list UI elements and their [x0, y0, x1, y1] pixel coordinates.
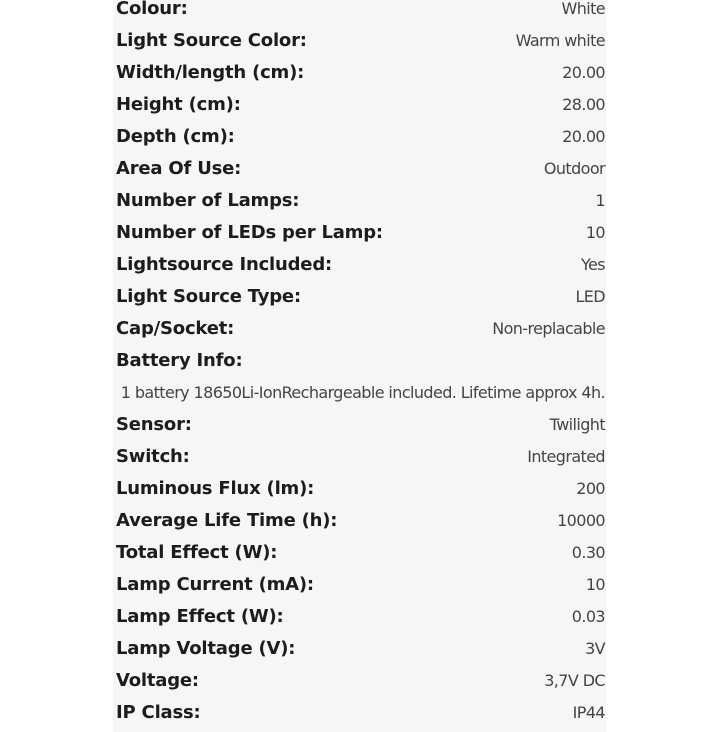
- spec-value: 1: [595, 190, 605, 210]
- spec-row-lightsource-included: [116, 248, 605, 280]
- spec-label: Luminous Flux (lm):: [116, 477, 315, 499]
- spec-label: Total Effect (W):: [116, 541, 278, 563]
- spec-row-cap-socket: [116, 312, 605, 344]
- spec-value: 3V: [585, 638, 605, 658]
- spec-row-depth: [116, 120, 605, 152]
- spec-value: 20.00: [562, 126, 605, 146]
- spec-value: 10: [585, 222, 605, 242]
- spec-label: Area Of Use:: [116, 157, 242, 179]
- spec-label: Lamp Voltage (V):: [116, 637, 296, 659]
- spec-row-ip-class: [116, 696, 605, 728]
- spec-label: Switch:: [116, 445, 190, 467]
- spec-label: Colour:: [116, 0, 188, 19]
- spec-row-lamp-effect: [116, 600, 605, 632]
- spec-label: Sensor:: [116, 413, 192, 435]
- spec-list: [116, 0, 605, 728]
- spec-row-light-source-color: [116, 24, 605, 56]
- spec-label: Height (cm):: [116, 93, 241, 115]
- spec-label: Battery Info:: [116, 349, 243, 371]
- spec-value: Warm white: [515, 30, 605, 50]
- spec-row-area-of-use: [116, 152, 605, 184]
- spec-value: 200: [576, 478, 605, 498]
- spec-row-colour: [116, 0, 605, 24]
- spec-row-luminous-flux: [116, 472, 605, 504]
- spec-row-lamp-current: [116, 568, 605, 600]
- spec-row-battery-info: [116, 344, 605, 376]
- spec-label: Light Source Color:: [116, 29, 307, 51]
- spec-value: White: [561, 0, 605, 18]
- spec-row-average-life-time: [116, 504, 605, 536]
- spec-label: Lightsource Included:: [116, 253, 333, 275]
- spec-value: Yes: [580, 254, 605, 274]
- spec-row-number-of-lamps: [116, 184, 605, 216]
- spec-label: Average Life Time (h):: [116, 509, 338, 531]
- spec-value: IP44: [572, 702, 605, 722]
- spec-row-battery-info-detail: [116, 376, 605, 408]
- spec-value: Non-replacable: [492, 318, 605, 338]
- spec-row-switch: [116, 440, 605, 472]
- spec-value: 10000: [557, 510, 605, 530]
- spec-label: Number of LEDs per Lamp:: [116, 221, 383, 243]
- spec-value: 0.03: [571, 606, 605, 626]
- spec-row-sensor: [116, 408, 605, 440]
- spec-value: 20.00: [562, 62, 605, 82]
- spec-label: Cap/Socket:: [116, 317, 235, 339]
- spec-row-leds-per-lamp: [116, 216, 605, 248]
- spec-value: 28.00: [562, 94, 605, 114]
- spec-row-voltage: [116, 664, 605, 696]
- spec-row-lamp-voltage: [116, 632, 605, 664]
- spec-row-height: [116, 88, 605, 120]
- spec-label: Voltage:: [116, 669, 199, 691]
- spec-label: Lamp Current (mA):: [116, 573, 314, 595]
- spec-value: Twilight: [549, 414, 605, 434]
- spec-row-light-source-type: [116, 280, 605, 312]
- spec-label: Light Source Type:: [116, 285, 301, 307]
- spec-label: Lamp Effect (W):: [116, 605, 284, 627]
- spec-value: 3,7V DC: [544, 670, 605, 690]
- spec-row-total-effect: [116, 536, 605, 568]
- battery-info-text: 1 battery 18650Li-IonRechargeable included. Lifetime approx 4h.: [120, 382, 605, 402]
- spec-label: Number of Lamps:: [116, 189, 300, 211]
- spec-value: 0.30: [571, 542, 605, 562]
- spec-label: Depth (cm):: [116, 125, 235, 147]
- spec-value: Integrated: [527, 446, 605, 466]
- spec-value: Outdoor: [543, 158, 605, 178]
- spec-value: LED: [575, 286, 605, 306]
- spec-label: Width/length (cm):: [116, 61, 305, 83]
- spec-label: IP Class:: [116, 701, 201, 723]
- spec-value: 10: [585, 574, 605, 594]
- spec-row-width-length: [116, 56, 605, 88]
